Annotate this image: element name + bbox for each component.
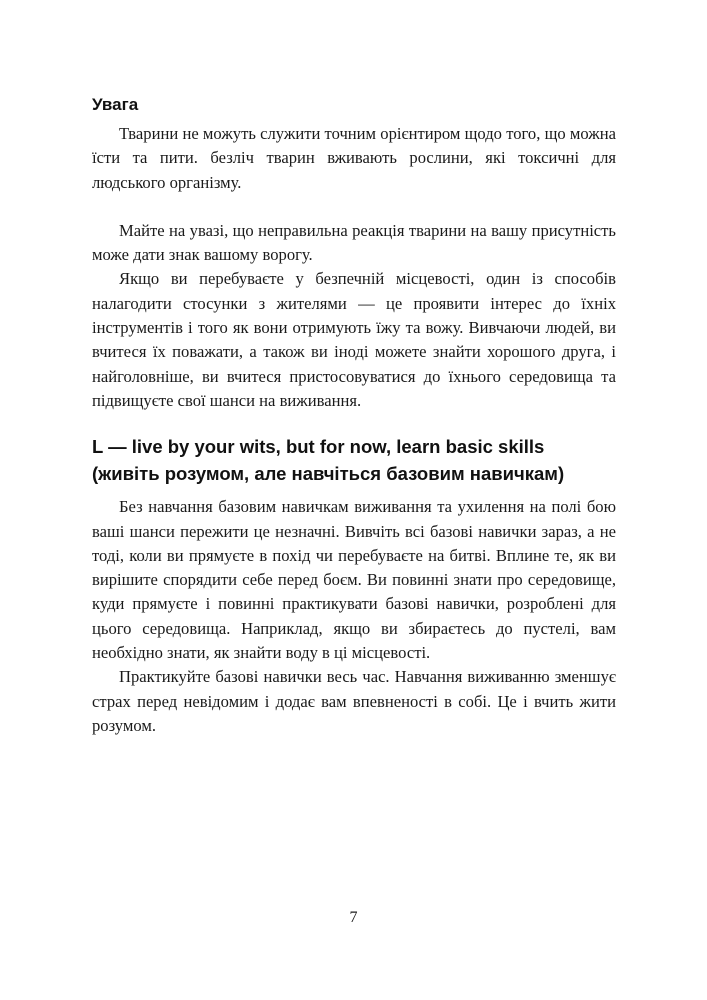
- section-paragraph-2: Практикуйте базові навички весь час. Навчання виживанню зменшує страх перед невідомим і додає вам впевненості в собі. Це і вчить жити розумом.: [92, 667, 616, 735]
- section-spacer: [92, 413, 616, 423]
- section-paragraph-1: Без навчання базовим навичкам виживання та ухилення на полі бою ваші шанси пережити це незначні. Вивчіть всі базові навички зараз, а не тоді, коли ви прямуєте в похід чи перебуваєте на битві. Вплине те, як ви вирішите спорядити себе перед боєм. Ви повинні знати про середовище, куди прямуєте і повинні практикувати базові навички, розроблені для цього середовища. Наприклад, якщо ви збираєтесь до пустелі, вам необхідно знати, як знайти воду в ці місцевості.: [92, 497, 616, 663]
- note-paragraph-3: Якщо ви перебуваєте у безпечній місцевості, один із способів налагодити стосунки з жителями — це проявити інтерес до їхніх інструментів і того як вони отримують їжу та вожу. Вивчаючи людей, ви вчитеся їх поважати, а також ви іноді можете знайти хорошого друга, і найголовніше, ви вчитеся пристосовуватися до їхнього середовища та підвищуєте свої шанси на виживання.: [92, 269, 616, 410]
- page-content: [92, 92, 616, 738]
- note-paragraph-2: Майте на увазі, що неправильна реакція тварини на вашу присутність може дати знак вашому ворогу.: [92, 220, 616, 265]
- page-number: 7: [349, 909, 358, 926]
- section-heading: L — live by your wits, but for now, learn basic skills (живіть розумом, але навчіться базовим навичкам): [92, 436, 565, 485]
- note-paragraph-1: Тварини не можуть служити точним орієнтиром щодо того, що можна їсти та пити. безліч тварин вживають рослини, які токсичні для людського організму.: [92, 124, 616, 192]
- note-heading: Увага: [92, 95, 139, 114]
- paragraph-spacer: [92, 195, 616, 219]
